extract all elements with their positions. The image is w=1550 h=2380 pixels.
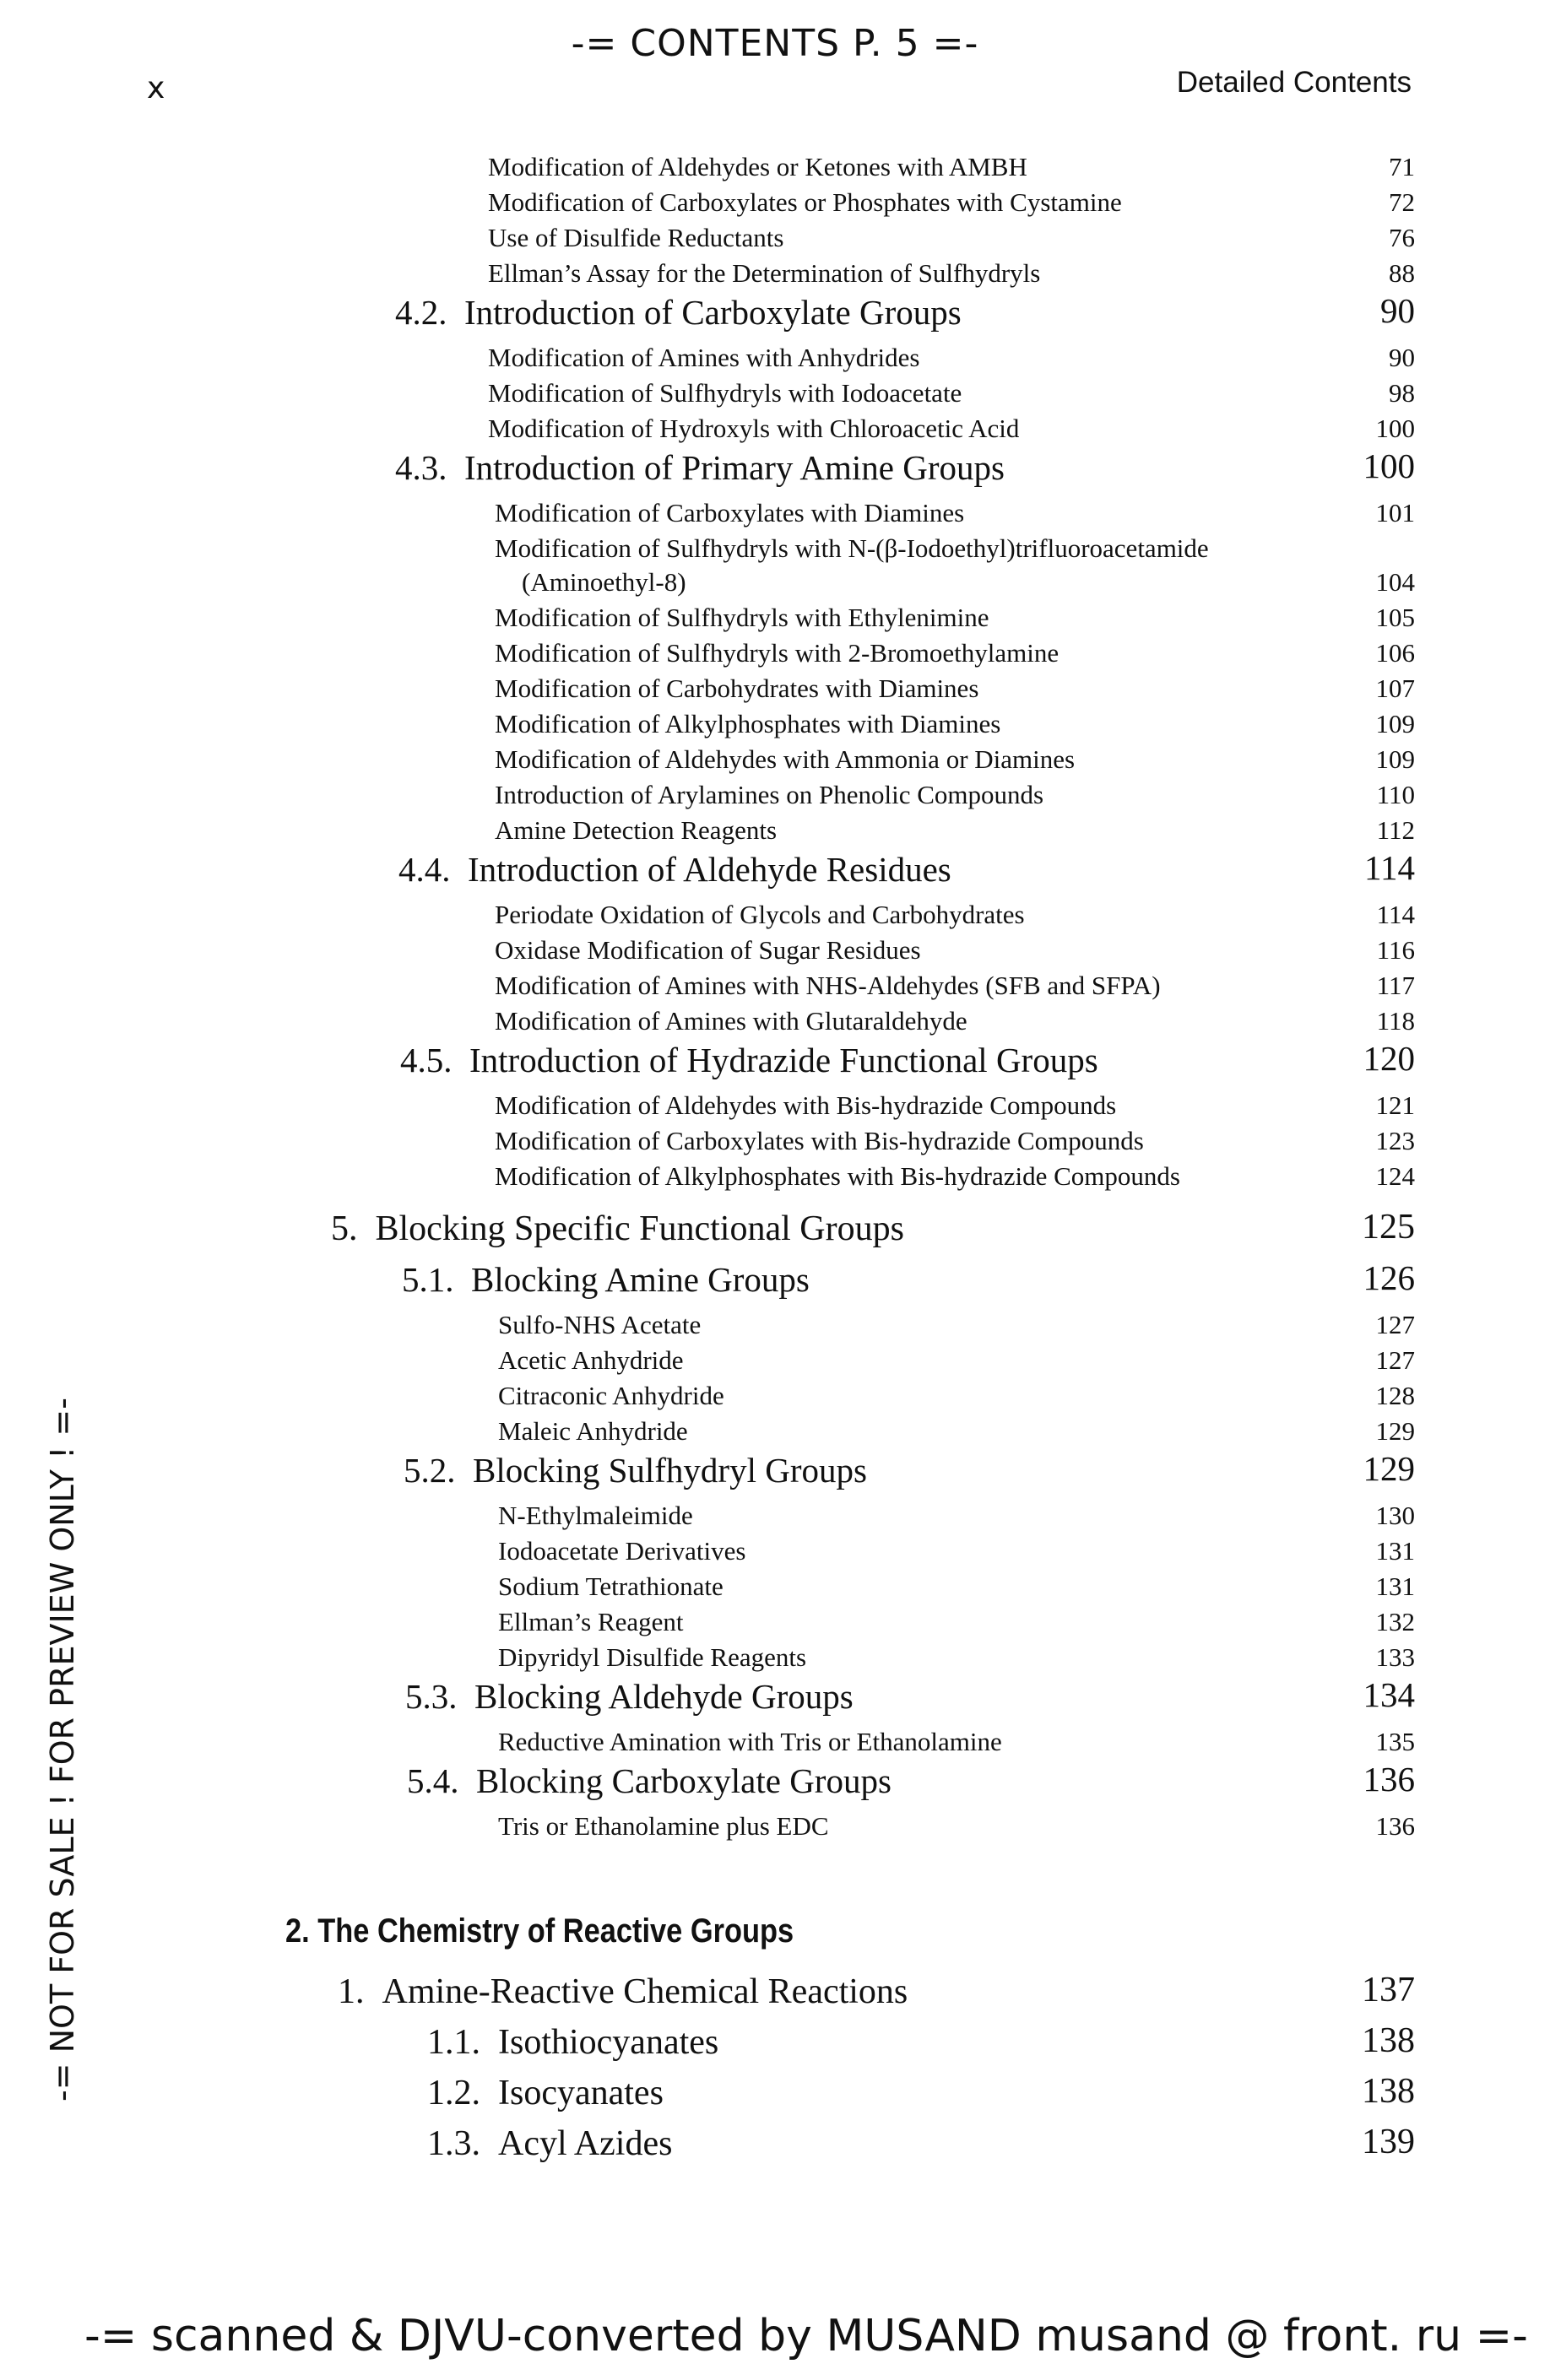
toc-subentry	[0, 375, 1550, 410]
subentry-title: Modification of Aldehydes or Ketones with AMBH	[488, 152, 1027, 181]
section-page: 90	[1380, 291, 1415, 330]
section-title: Isothiocyanates	[498, 2023, 719, 2062]
subentry-page: 129	[1375, 1416, 1415, 1446]
section-number: 5.3.	[405, 1677, 458, 1716]
toc-section-2-1-2	[0, 2071, 1550, 2122]
section-title: Acyl Azides	[498, 2124, 673, 2163]
toc-subentry	[0, 184, 1550, 219]
subentry-title: Maleic Anhydride	[498, 1416, 688, 1446]
section-page: 125	[1362, 1208, 1415, 1247]
subentry-title: Sulfo-NHS Acetate	[498, 1310, 702, 1339]
toc-section-2-1-1	[0, 2020, 1550, 2071]
subentry-title: Sodium Tetrathionate	[498, 1571, 724, 1601]
subentry-title: Modification of Carboxylates with Bis-hydrazide Compounds	[495, 1126, 1144, 1155]
section-number: 5.2.	[404, 1451, 456, 1490]
toc-subentry-group	[0, 1808, 1550, 1843]
toc-section-2-1-3	[0, 2122, 1550, 2172]
section-page: 137	[1362, 1971, 1415, 2009]
toc-section-4-3	[0, 446, 1550, 495]
subentry-page: 121	[1375, 1090, 1415, 1120]
subentry-title: Modification of Sulfhydryls with Iodoacetate	[488, 378, 962, 408]
subentry-page: 98	[1389, 378, 1415, 408]
preview-watermark: -= NOT FOR SALE ! FOR PREVIEW ONLY ! =-	[44, 1398, 81, 2101]
subentry-title: Oxidase Modification of Sugar Residues	[495, 935, 921, 965]
toc-subentry-group	[0, 1306, 1550, 1448]
section-title: Introduction of Primary Amine Groups	[464, 448, 1005, 487]
toc-subentry	[0, 1413, 1550, 1448]
toc-subentry	[0, 599, 1550, 635]
toc-subentry	[0, 1377, 1550, 1413]
section-title: Isocyanates	[498, 2074, 664, 2112]
subentry-page: 100	[1375, 414, 1415, 443]
toc-subentry-group	[0, 1497, 1550, 1674]
toc-subentry-group	[0, 339, 1550, 446]
toc-section-5-4	[0, 1759, 1550, 1808]
toc-subentry	[0, 1723, 1550, 1759]
toc-subentry	[0, 149, 1550, 184]
subentry-title: Modification of Aldehydes with Bis-hydrazide Compounds	[495, 1090, 1117, 1120]
toc-subentry	[0, 967, 1550, 1003]
section-page: 129	[1363, 1449, 1415, 1488]
section-page: 138	[1362, 2021, 1415, 2060]
subentry-title: Iodoacetate Derivatives	[498, 1536, 746, 1566]
subentry-page: 107	[1375, 673, 1415, 703]
toc-subentry-group	[0, 896, 1550, 1038]
toc-subentry-group	[0, 495, 1550, 530]
toc-subentry	[0, 1003, 1550, 1038]
toc-subentry	[0, 896, 1550, 932]
subentry-title: Modification of Aldehydes with Ammonia or Diamines	[495, 744, 1076, 774]
section-number: 4.3.	[395, 448, 447, 487]
subentry-title: Modification of Sulfhydryls with Ethylenimine	[495, 603, 989, 632]
subentry-page: 114	[1376, 900, 1415, 929]
running-head: Detailed Contents	[1176, 66, 1412, 99]
subentry-page: 130	[1375, 1501, 1415, 1530]
scan-credit-banner: -= scanned & DJVU-converted by MUSAND musand @ front. ru =-	[84, 2311, 1528, 2361]
subentry-page: 117	[1376, 971, 1415, 1000]
section-title: Introduction of Carboxylate Groups	[464, 293, 962, 332]
subentry-page: 104	[1375, 567, 1415, 597]
toc-subentry	[0, 1497, 1550, 1533]
subentry-page: 101	[1375, 498, 1415, 527]
toc-subentry-group	[0, 1723, 1550, 1759]
toc-subentry	[0, 495, 1550, 530]
section-number: 1.1.	[427, 2023, 480, 2062]
toc-subentry-group	[0, 1087, 1550, 1193]
subentry-title: Acetic Anhydride	[498, 1345, 684, 1375]
subentry-title: Modification of Amines with Anhydrides	[488, 343, 920, 372]
toc-section-2-1	[0, 1970, 1550, 2020]
toc-subentry-wrapped	[0, 530, 1550, 564]
subentry-title: Ellman’s Reagent	[498, 1607, 684, 1636]
toc-chapter-section-5	[0, 1205, 1550, 1258]
section-number: 5.	[331, 1209, 358, 1248]
subentry-page: 88	[1389, 258, 1415, 288]
table-of-contents	[0, 149, 1550, 2172]
toc-subentry	[0, 932, 1550, 967]
toc-subentry	[0, 339, 1550, 375]
toc-subentry	[0, 670, 1550, 706]
subentry-page: 71	[1389, 152, 1415, 181]
toc-subentry	[0, 741, 1550, 776]
toc-section-4-4	[0, 847, 1550, 896]
section-page: 126	[1363, 1258, 1415, 1297]
toc-subentry	[0, 219, 1550, 255]
section-title: Introduction of Hydrazide Functional Groups	[469, 1041, 1098, 1079]
section-page: 120	[1363, 1039, 1415, 1078]
subentry-page: 105	[1375, 603, 1415, 632]
subentry-title: Periodate Oxidation of Glycols and Carbohydrates	[495, 900, 1025, 929]
subentry-title: Citraconic Anhydride	[498, 1381, 724, 1410]
section-title: Blocking Specific Functional Groups	[375, 1209, 904, 1248]
toc-subentry	[0, 1808, 1550, 1843]
subentry-title-line1: Modification of Sulfhydryls with N-(β-Iodoethyl)trifluoroacetamide	[495, 533, 1209, 563]
toc-subentry	[0, 1568, 1550, 1604]
toc-subentry-continuation	[0, 564, 1550, 599]
subentry-page: 116	[1376, 935, 1415, 965]
subentry-page: 72	[1389, 187, 1415, 217]
section-number: 4.2.	[395, 293, 447, 332]
subentry-title: Modification of Amines with Glutaraldehyde	[495, 1006, 967, 1036]
subentry-title: Ellman’s Assay for the Determination of Sulfhydryls	[488, 258, 1041, 288]
section-page: 139	[1362, 2123, 1415, 2161]
section-title: Blocking Amine Groups	[471, 1260, 810, 1299]
toc-section-5-3	[0, 1674, 1550, 1723]
toc-subentry	[0, 635, 1550, 670]
subentry-title-line2: (Aminoethyl-8)	[522, 567, 686, 597]
subentry-page: 118	[1376, 1006, 1415, 1036]
toc-subentry	[0, 1342, 1550, 1377]
subentry-title: Modification of Carboxylates with Diamines	[495, 498, 965, 527]
subentry-page: 109	[1375, 744, 1415, 774]
section-number: 5.4.	[407, 1761, 459, 1800]
toc-section-4-2	[0, 290, 1550, 339]
section-page: 100	[1363, 446, 1415, 485]
chapter-heading	[0, 1904, 1550, 1970]
subentry-title: Reductive Amination with Tris or Ethanolamine	[498, 1727, 1002, 1756]
toc-subentry	[0, 1604, 1550, 1639]
section-title: Blocking Aldehyde Groups	[474, 1677, 854, 1716]
toc-subentry	[0, 812, 1550, 847]
toc-subentry	[0, 776, 1550, 812]
section-title: Introduction of Aldehyde Residues	[468, 850, 951, 889]
subentry-page: 90	[1389, 343, 1415, 372]
subentry-title: Use of Disulfide Reductants	[488, 223, 784, 252]
section-number: 1.	[338, 1972, 365, 2011]
section-title: Amine-Reactive Chemical Reactions	[382, 1972, 908, 2011]
subentry-page: 124	[1375, 1161, 1415, 1191]
subentry-page: 123	[1375, 1126, 1415, 1155]
toc-section-5-1	[0, 1258, 1550, 1306]
subentry-page: 127	[1375, 1345, 1415, 1375]
toc-subentry	[0, 1639, 1550, 1674]
section-title: Blocking Carboxylate Groups	[476, 1761, 892, 1800]
subentry-page: 131	[1375, 1536, 1415, 1566]
section-number: 5.1.	[402, 1260, 454, 1299]
subentry-title: Modification of Alkylphosphates with Diamines	[495, 709, 1001, 738]
subentry-page: 112	[1376, 815, 1415, 845]
subentry-page: 109	[1375, 709, 1415, 738]
subentry-page: 76	[1389, 223, 1415, 252]
subentry-title: Modification of Hydroxyls with Chloroacetic Acid	[488, 414, 1020, 443]
subentry-page: 132	[1375, 1607, 1415, 1636]
section-number: 1.2.	[427, 2074, 480, 2112]
contents-page-banner: -= CONTENTS P. 5 =-	[571, 22, 979, 65]
section-number: 4.4.	[398, 850, 451, 889]
subentry-title: Tris or Ethanolamine plus EDC	[498, 1811, 829, 1841]
subentry-title: Dipyridyl Disulfide Reagents	[498, 1642, 807, 1672]
toc-subentry	[0, 255, 1550, 290]
subentry-title: Amine Detection Reagents	[495, 815, 778, 845]
subentry-title: Modification of Sulfhydryls with 2-Bromoethylamine	[495, 638, 1060, 668]
subentry-page: 128	[1375, 1381, 1415, 1410]
subentry-page: 131	[1375, 1571, 1415, 1601]
subentry-page: 106	[1375, 638, 1415, 668]
subentry-page: 127	[1375, 1310, 1415, 1339]
toc-subentry	[0, 410, 1550, 446]
section-page: 134	[1363, 1675, 1415, 1714]
toc-section-5-2	[0, 1448, 1550, 1497]
section-page: 138	[1362, 2072, 1415, 2111]
toc-subentry	[0, 1087, 1550, 1122]
section-title: Blocking Sulfhydryl Groups	[473, 1451, 867, 1490]
toc-subentry	[0, 1533, 1550, 1568]
subentry-title: N-Ethylmaleimide	[498, 1501, 693, 1530]
toc-subentry	[0, 706, 1550, 741]
toc-subentry	[0, 1158, 1550, 1193]
subentry-page: 133	[1375, 1642, 1415, 1672]
subentry-title: Modification of Carboxylates or Phosphates with Cystamine	[488, 187, 1122, 217]
toc-section-4-5	[0, 1038, 1550, 1087]
toc-subentry	[0, 1306, 1550, 1342]
toc-subentry	[0, 1122, 1550, 1158]
section-number: 4.5.	[400, 1041, 453, 1079]
section-page: 136	[1363, 1760, 1415, 1799]
subentry-title: Introduction of Arylamines on Phenolic Compounds	[495, 780, 1044, 809]
toc-subentry-group	[0, 149, 1550, 290]
subentry-title: Modification of Alkylphosphates with Bis-hydrazide Compounds	[495, 1161, 1180, 1191]
subentry-title: Modification of Amines with NHS-Aldehydes (SFB and SFPA)	[495, 971, 1161, 1000]
section-page: 114	[1364, 848, 1415, 887]
page-number-roman: x	[147, 71, 165, 105]
subentry-page: 110	[1376, 780, 1415, 809]
chapter-title: 2. The Chemistry of Reactive Groups	[285, 1912, 794, 1950]
subentry-page: 136	[1375, 1811, 1415, 1841]
section-number: 1.3.	[427, 2124, 480, 2163]
subentry-title: Modification of Carbohydrates with Diamines	[495, 673, 979, 703]
subentry-page: 135	[1375, 1727, 1415, 1756]
toc-subentry-group	[0, 599, 1550, 847]
